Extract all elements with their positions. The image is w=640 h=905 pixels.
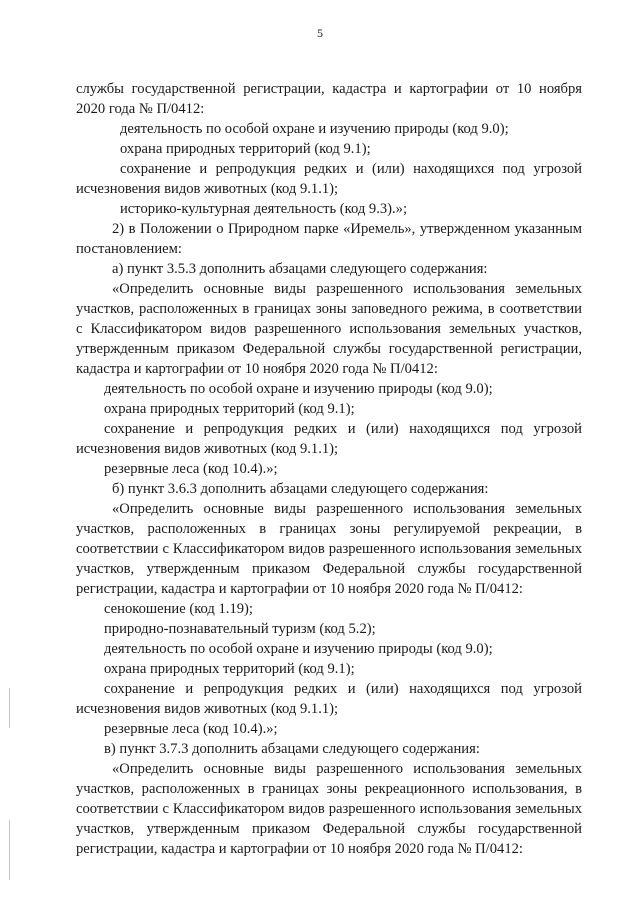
list-item: охрана природных территорий (код 9.1); (104, 661, 355, 677)
paragraph: в) пункт 3.7.3 дополнить абзацами следующего содержания: (104, 741, 480, 757)
paragraph: «Определить основные виды разрешенного использования земельных участков, расположенных в границах зоны заповедного режима, в соответствии с Классификатором видов разрешенного использования земельных участков, утвержденным приказом Федеральной службы государственной регистрации, кадастра и картографии от 10 ноября 2020 года № П/0412: (76, 281, 582, 377)
scan-edge-mark (9, 820, 10, 880)
list-item: деятельность по особой охране и изучению природы (код 9.0); (104, 641, 493, 657)
paragraph: 2) в Положении о Природном парке «Иремель», утвержденном указанным постановлением: (76, 221, 582, 257)
paragraph: б) пункт 3.6.3 дополнить абзацами следующего содержания: (112, 481, 489, 497)
list-item: резервные леса (код 10.4).»; (104, 461, 278, 477)
list-item: историко-культурная деятельность (код 9.3).»; (120, 201, 408, 217)
list-item: сохранение и репродукция редких и (или) находящихся под угрозой исчезновения видов животных (код 9.1.1); (76, 681, 582, 717)
paragraph: «Определить основные виды разрешенного использования земельных участков, расположенных в границах зоны рекреационного использования, в соответствии с Классификатором видов разрешенного использования земельных участков, утвержденным приказом Федеральной службы государственной регистрации, кадастра и картографии от 10 ноября 2020 года № П/0412: (76, 761, 582, 857)
list-item: деятельность по особой охране и изучению природы (код 9.0); (120, 121, 509, 137)
list-item: сенокошение (код 1.19); (104, 601, 253, 617)
document-body (76, 79, 582, 859)
list-item: резервные леса (код 10.4).»; (104, 721, 278, 737)
paragraph: службы государственной регистрации, кадастра и картографии от 10 ноября 2020 года № П/0412: (76, 81, 582, 117)
list-item: природно-познавательный туризм (код 5.2); (104, 621, 376, 637)
list-item: сохранение и репродукция редких и (или) находящихся под угрозой исчезновения видов животных (код 9.1.1); (76, 161, 582, 197)
page-number: 5 (317, 26, 323, 40)
paragraph: «Определить основные виды разрешенного использования земельных участков, расположенных в границах зоны регулируемой рекреации, в соответствии с Классификатором видов разрешенного использования земельных участков, утвержденным приказом Федеральной службы государственной регистрации, кадастра и картографии от 10 ноября 2020 года № П/0412: (76, 501, 582, 597)
paragraph: а) пункт 3.5.3 дополнить абзацами следующего содержания: (112, 261, 488, 277)
scan-edge-mark (9, 688, 10, 728)
list-item: деятельность по особой охране и изучению природы (код 9.0); (104, 381, 493, 397)
list-item: охрана природных территорий (код 9.1); (104, 401, 355, 417)
list-item: охрана природных территорий (код 9.1); (120, 141, 371, 157)
list-item: сохранение и репродукция редких и (или) находящихся под угрозой исчезновения видов животных (код 9.1.1); (76, 421, 582, 457)
